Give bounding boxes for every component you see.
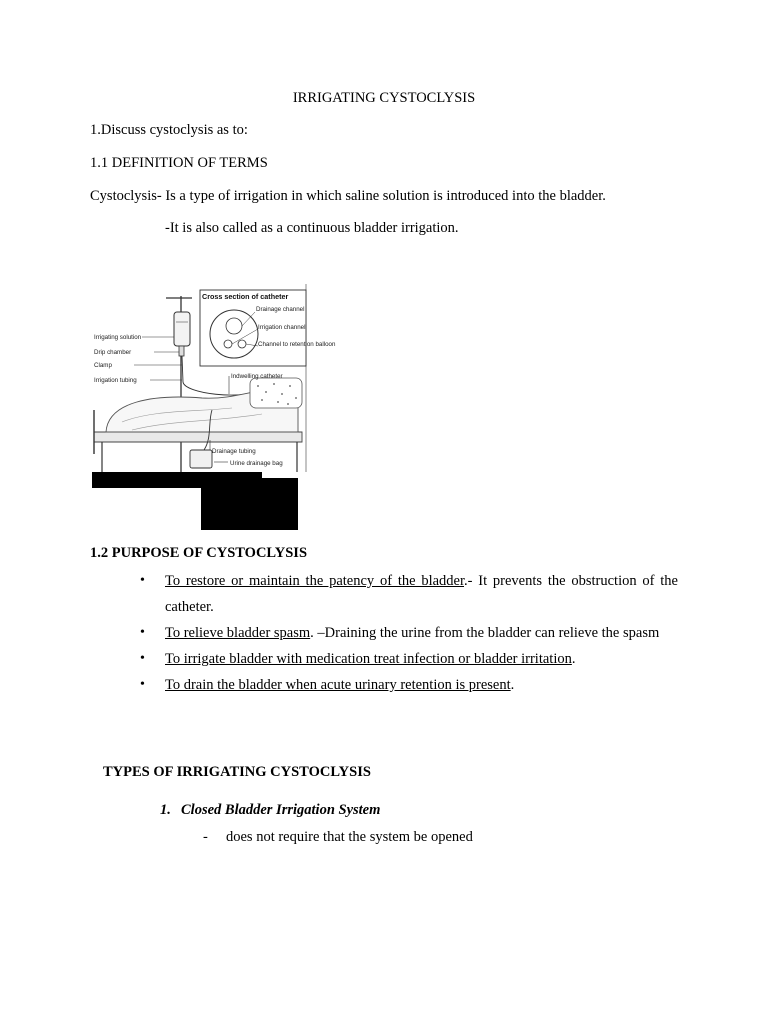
type-1-number: 1. <box>160 802 171 818</box>
label-indwelling-catheter: Indwelling catheter <box>231 373 283 380</box>
inset-label-irrigation-channel: Irrigation channel <box>258 324 306 331</box>
irrigation-figure <box>92 282 336 532</box>
definition-note: -It is also called as a continuous bladder irrigation. <box>165 220 459 236</box>
purpose-list <box>140 568 678 698</box>
inset-label-balloon-channel: Channel to retention balloon <box>258 341 336 348</box>
list-item <box>140 672 678 698</box>
list-item <box>140 646 678 672</box>
label-clamp: Clamp <box>94 362 112 369</box>
purpose-rest: . <box>571 651 576 667</box>
purpose-underlined: To drain the bladder when acute urinary retention is present <box>165 677 511 693</box>
inset-title: Cross section of catheter <box>202 292 289 301</box>
label-irrigation-tubing: Irrigation tubing <box>94 377 137 384</box>
purpose-underlined: To restore or maintain the patency of the bladder <box>165 573 465 589</box>
document-title: IRRIGATING CYSTOCLYSIS <box>292 90 476 106</box>
type-1-title: Closed Bladder Irrigation System <box>181 802 381 818</box>
irrigation-illustration <box>92 282 336 532</box>
purpose-underlined: To relieve bladder spasm <box>165 625 311 641</box>
purpose-rest: .- It prevents the obstruction of the catheter. <box>165 573 678 615</box>
purpose-rest: . <box>510 677 515 693</box>
label-drainage-bag: Urine drainage bag <box>230 460 283 467</box>
intro-line: 1.Discuss cystoclysis as to: <box>90 122 248 138</box>
list-item <box>140 568 678 620</box>
section-heading-definition: 1.1 DEFINITION OF TERMS <box>90 155 268 171</box>
definition-text: Cystoclysis- Is a type of irrigation in which saline solution is introduced into the bladder. <box>90 188 606 204</box>
purpose-underlined: To irrigate bladder with medication treat infection or bladder irritation <box>165 651 572 667</box>
label-irrigating-solution: Irrigating solution <box>94 334 142 341</box>
type-1-dash: - <box>203 829 208 845</box>
type-1-description: does not require that the system be opened <box>226 829 473 845</box>
list-item <box>140 620 678 646</box>
types-heading: TYPES OF IRRIGATING CYSTOCLYSIS <box>103 764 371 780</box>
purpose-rest: . –Draining the urine from the bladder can relieve the spasm <box>310 625 660 641</box>
label-drainage-tubing: Drainage tubing <box>212 448 256 455</box>
label-drip-chamber: Drip chamber <box>94 349 132 356</box>
inset-label-drainage-channel: Drainage channel <box>256 306 305 313</box>
section-heading-purpose: 1.2 PURPOSE OF CYSTOCLYSIS <box>90 545 308 561</box>
redaction-block <box>201 478 298 530</box>
